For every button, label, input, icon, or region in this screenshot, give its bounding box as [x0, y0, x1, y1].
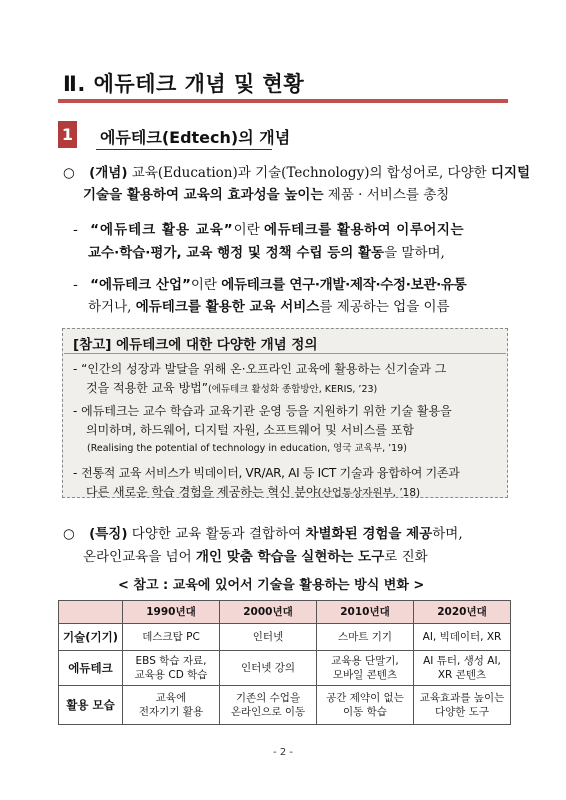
table-header-cell — [59, 601, 123, 624]
table-row — [59, 651, 511, 686]
reference-source: (Realising the potential of technology in education, 영국 교육부, ’19) — [87, 443, 407, 454]
table-cell — [220, 651, 317, 686]
concept-text: 하거나, — [88, 299, 136, 315]
table-cell — [123, 651, 220, 686]
reference-item-1-line-2 — [86, 378, 377, 400]
feature-text: 로 진화 — [384, 549, 428, 565]
reference-source: (산업통상자원부, ’18) — [317, 487, 421, 499]
row-label: 에듀테크 — [59, 651, 123, 686]
section-number-badge: 1 — [58, 121, 77, 148]
concept-text: 이란 — [190, 277, 222, 293]
circle-bullet-icon: ○ — [63, 165, 75, 181]
concept-text: 이란 — [233, 222, 265, 238]
reference-item-3-line-2 — [86, 482, 420, 503]
concept-emphasis: 기술을 활용하여 교육의 효과성을 높이는 — [83, 187, 324, 203]
cell-line: 이동 학습 — [343, 706, 387, 718]
reference-item-2-line-1 — [73, 401, 452, 421]
concept-emphasis: 에듀테크를 활용한 교육 서비스 — [135, 299, 320, 315]
feature-text: 하며, — [432, 526, 463, 542]
cell-line: 교육효과를 높이는 — [419, 692, 505, 704]
dash-bullet: - — [73, 277, 78, 293]
cell-line: 인터넷 — [252, 631, 284, 643]
cell-line: XR 콘텐츠 — [437, 669, 487, 681]
reference-text: 의미하며, 하드웨어, 디지털 자원, 소프트웨어 및 서비스를 포함 — [86, 423, 414, 437]
concept-text: 을 말하며, — [384, 245, 445, 261]
feature-label: (특징) — [89, 526, 128, 542]
comparison-table — [58, 600, 511, 725]
reference-item-3-line-1 — [73, 463, 460, 483]
reference-item-2-source — [87, 439, 407, 459]
table-cell — [317, 624, 414, 651]
cell-line: 교육용 CD 학습 — [134, 669, 208, 681]
cell-line: EBS 학습 자료, — [135, 655, 207, 667]
reference-item-1-line-1 — [73, 359, 446, 379]
concept-emphasis: 에듀테크를 활용하여 이루어지는 — [264, 222, 465, 238]
cell-line: 기존의 수업을 — [235, 692, 301, 704]
feature-line-2 — [83, 547, 428, 567]
table-row — [59, 686, 511, 725]
table-title: < 참고 : 교육에 있어서 기술을 활용하는 방식 변화 > — [118, 578, 425, 593]
dash-bullet: - — [73, 362, 78, 376]
concept-text: 교육(Education)과 기술(Technology)의 합성어로, 다양한 — [127, 165, 491, 181]
table-header-row — [59, 601, 511, 624]
edtech-industry-line-2 — [88, 297, 450, 317]
cell-line: 인터넷 강의 — [240, 662, 296, 674]
reference-text: “인간의 성장과 발달을 위해 온·오프라인 교육에 활용하는 신기술과 그 — [81, 362, 447, 376]
page-number: - 2 - — [273, 747, 293, 758]
title-underline — [58, 99, 508, 103]
concept-bullet-line-1 — [63, 163, 530, 183]
page-title: Ⅱ. 에듀테크 개념 및 현황 — [63, 72, 305, 96]
cell-line: 교육에 — [155, 692, 187, 704]
cell-line: 전자기기 활용 — [138, 706, 204, 718]
reference-source: (에듀테크 활성화 종합방안, KERIS, ’23) — [208, 384, 378, 395]
reference-title-divider — [64, 353, 506, 354]
cell-line: 데스크탑 PC — [142, 631, 200, 643]
circle-bullet-icon: ○ — [63, 526, 75, 542]
concept-text: 제품 · 서비스를 총칭 — [323, 187, 450, 203]
table-cell — [414, 624, 511, 651]
table-header-cell: 2020년대 — [414, 601, 511, 624]
reference-item-2-line-2 — [86, 420, 414, 440]
reference-text: 에듀테크는 교수 학습과 교육기관 운영 등을 지원하기 위한 기술 활용을 — [81, 404, 452, 418]
table-cell — [220, 624, 317, 651]
dash-bullet: - — [73, 466, 78, 480]
concept-label: (개념) — [89, 165, 128, 181]
table-row — [59, 624, 511, 651]
cell-line: AI 튜터, 생성 AI, — [423, 655, 501, 667]
concept-text: 를 제공하는 업을 이름 — [319, 299, 450, 315]
reference-text: 것을 적용한 교육 방법” — [86, 381, 208, 395]
table-cell — [123, 686, 220, 725]
feature-text: 다양한 교육 활동과 결합하여 — [127, 526, 306, 542]
table-cell — [414, 686, 511, 725]
table-header-cell: 2000년대 — [220, 601, 317, 624]
row-label: 활용 모습 — [59, 686, 123, 725]
edtech-industry-line-1 — [73, 275, 466, 295]
table-cell — [317, 651, 414, 686]
edtech-education-line-2 — [88, 243, 445, 263]
dash-bullet: - — [73, 404, 78, 418]
cell-line: 온라인으로 이동 — [230, 706, 306, 718]
concept-emphasis: 에듀테크를 연구·개발·제작·수정·보관·유통 — [221, 277, 467, 293]
table-cell — [123, 624, 220, 651]
feature-emphasis: 개인 맞춤 학습을 실현하는 도구 — [195, 549, 385, 565]
cell-line: 공간 제약이 없는 — [326, 692, 404, 704]
table-cell — [414, 651, 511, 686]
edtech-education-line-1 — [73, 220, 464, 240]
reference-text: 전통적 교육 서비스가 빅데이터, VR/AR, AI 등 ICT 기술과 융합하여 기존과 — [81, 466, 460, 480]
cell-line: 교육용 단말기, — [331, 655, 399, 667]
table-cell — [220, 686, 317, 725]
row-label: 기술(기기) — [59, 624, 123, 651]
reference-title: [참고] 에듀테크에 대한 다양한 개념 정의 — [73, 337, 318, 353]
cell-line: 스마트 기기 — [337, 631, 393, 643]
table-header-cell: 2010년대 — [317, 601, 414, 624]
feature-text: 온라인교육을 넘어 — [83, 549, 196, 565]
section-title-underline — [96, 149, 272, 150]
concept-line-2 — [83, 185, 449, 205]
table-header-cell: 1990년대 — [123, 601, 220, 624]
concept-emphasis: 교수·학습·평가, 교육 행정 및 정책 수립 등의 활동 — [88, 245, 385, 261]
table-cell — [317, 686, 414, 725]
dash-bullet: - — [73, 222, 78, 238]
term-edtech-industry: “에듀테크 산업” — [90, 277, 191, 293]
feature-bullet-line-1 — [63, 524, 463, 544]
reference-text: 다른 새로운 학습 경험을 제공하는 혁신 분야 — [86, 485, 318, 499]
cell-line: 다양한 도구 — [434, 706, 490, 718]
section-title: 에듀테크(Edtech)의 개념 — [100, 128, 291, 147]
cell-line: 모바일 콘텐츠 — [332, 669, 398, 681]
cell-line: AI, 빅데이터, XR — [422, 631, 502, 643]
feature-emphasis: 차별화된 경험을 제공 — [305, 526, 433, 542]
concept-emphasis: 디지털 — [490, 165, 531, 181]
term-edtech-education: “에듀테크 활용 교육” — [90, 222, 234, 238]
